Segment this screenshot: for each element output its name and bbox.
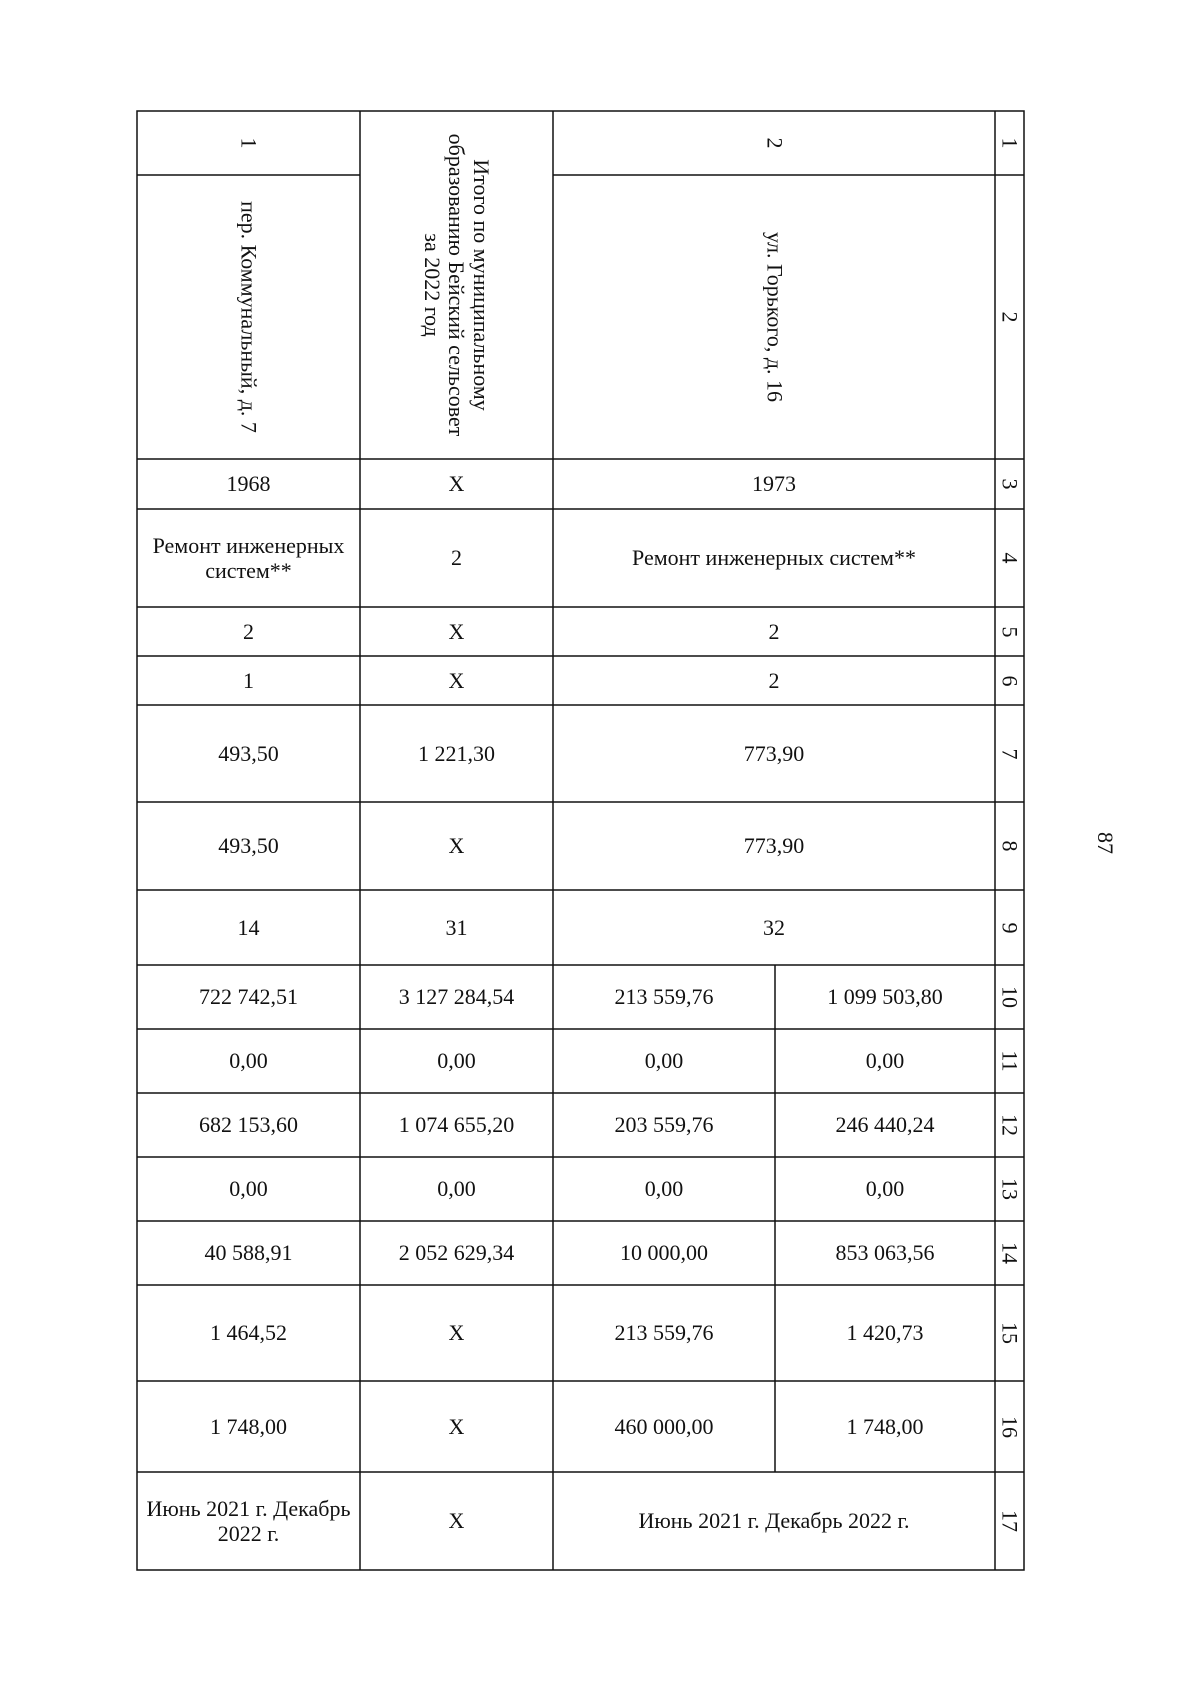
table-cell-c3: 32: [763, 914, 785, 940]
table-cell-c3: 773,90: [743, 833, 805, 859]
table-cell-c2: 31: [445, 914, 468, 940]
table-cell-c1: 1 748,00: [210, 1413, 287, 1439]
table-cell-c3b: 0,00: [865, 1048, 905, 1074]
row-index-2: 2: [997, 311, 1023, 323]
row-index-15: 15: [997, 1322, 1023, 1344]
table-cell-c1: 682 153,60: [199, 1112, 298, 1138]
table-cell-c1: 1 464,52: [210, 1320, 287, 1346]
table-cell-c3: 2: [768, 667, 780, 693]
row-index-16: 16: [997, 1415, 1023, 1438]
table-cell-c1: 1968: [226, 471, 271, 497]
header-col3-address: ул. Горького, д. 16: [762, 231, 788, 403]
row-index-3: 3: [997, 478, 1023, 490]
row-index-4: 4: [997, 552, 1023, 564]
header-col1-number: 1: [236, 137, 262, 149]
table-cell-c2: 2 052 629,34: [398, 1240, 515, 1266]
table-cell-c2: X: [448, 667, 465, 693]
table-cell-c3a: 0,00: [644, 1176, 684, 1202]
table-cell-c2: 0,00: [437, 1176, 476, 1202]
header-col2-total: Итого по муниципальному образованию Бейский сельсовет за 2022 год: [419, 133, 494, 437]
table-cell-c3a: 203 559,76: [614, 1112, 714, 1138]
table-cell-c2: X: [448, 833, 465, 859]
table-cell-c1: Ремонт инженерных систем**: [152, 532, 345, 583]
row-index-13: 13: [997, 1178, 1023, 1200]
table-cell-c3: Ремонт инженерных систем**: [632, 545, 916, 571]
table-cell-c2: 1 221,30: [418, 740, 495, 766]
row-index-6: 6: [997, 675, 1023, 686]
table-cell-c1: 2: [243, 618, 254, 644]
table-cell-c2: X: [448, 1413, 465, 1439]
table-cell-c1: 40 588,91: [204, 1240, 293, 1266]
table-cell-c3: Июнь 2021 г. Декабрь 2022 г.: [638, 1508, 910, 1534]
table-cell-c3a: 213 559,76: [614, 984, 714, 1010]
table-cell-c1: 0,00: [229, 1048, 268, 1074]
table-cell-c3b: 0,00: [865, 1176, 905, 1202]
table-cell-c3b: 853 063,56: [835, 1240, 935, 1266]
row-index-17: 17: [997, 1510, 1023, 1532]
table-cell-c3a: 460 000,00: [614, 1413, 714, 1439]
row-index-7: 7: [997, 748, 1023, 759]
table-cell-c3a: 0,00: [644, 1048, 684, 1074]
table-cell-c3a: 213 559,76: [614, 1320, 714, 1346]
row-index-8: 8: [997, 840, 1023, 852]
table-cell-c3: 1973: [752, 471, 796, 497]
row-index-10: 10: [997, 986, 1023, 1008]
table-cell-c2: X: [448, 1508, 465, 1534]
table-cell-c3b: 1 748,00: [846, 1413, 924, 1439]
table-cell-c1: 493,50: [218, 740, 279, 766]
table-cell-c2: 0,00: [437, 1048, 476, 1074]
table-cell-c3: 773,90: [743, 740, 805, 766]
table-cell-c3b: 1 420,73: [846, 1320, 924, 1346]
table-cell-c1: 14: [237, 914, 260, 940]
row-index-5: 5: [997, 626, 1023, 637]
table-cell-c1: 0,00: [229, 1176, 268, 1202]
table-cell-c3b: 1 099 503,80: [827, 984, 943, 1010]
row-index-12: 12: [997, 1114, 1023, 1136]
header-col3-number: 2: [762, 137, 788, 149]
table-cell-c2: 1 074 655,20: [398, 1112, 515, 1138]
table-cell-c2: X: [448, 1320, 465, 1346]
row-index-14: 14: [997, 1242, 1023, 1264]
table-cell-c1: Июнь 2021 г. Декабрь 2022 г.: [146, 1495, 351, 1546]
table-cell-c2: X: [448, 471, 465, 497]
row-index-1: 1: [997, 137, 1023, 149]
header-col1-address: пер. Коммунальный, д. 7: [236, 201, 262, 433]
table-cell-c3b: 246 440,24: [835, 1112, 935, 1138]
table-cell-c1: 1: [243, 667, 254, 693]
row-index-11: 11: [997, 1050, 1023, 1072]
page-number: 87: [1093, 832, 1118, 854]
table-cell-c1: 493,50: [218, 833, 279, 859]
table-cell-c2: 3 127 284,54: [398, 984, 515, 1010]
table-cell-c2: 2: [451, 545, 462, 571]
row-index-9: 9: [997, 922, 1023, 933]
table-cell-c2: X: [448, 618, 465, 644]
table-cell-c3: 2: [768, 618, 780, 644]
table-cell-c1: 722 742,51: [199, 984, 298, 1010]
table-cell-c3a: 10 000,00: [620, 1240, 708, 1266]
